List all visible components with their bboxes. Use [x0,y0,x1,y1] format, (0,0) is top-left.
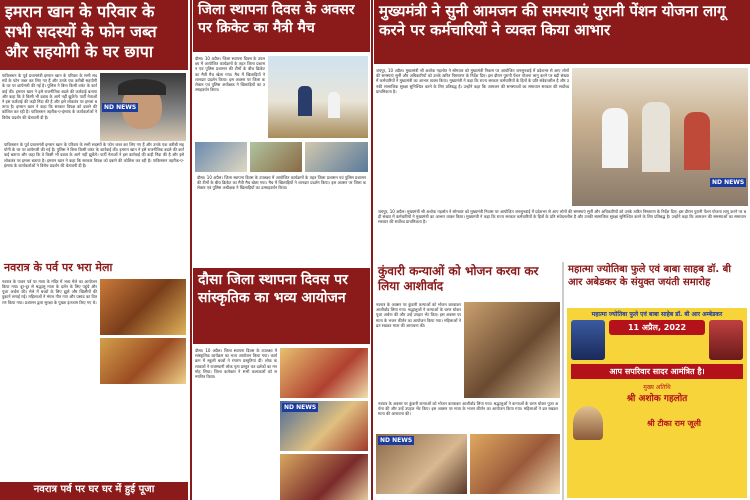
cm-hearing-article: जयपुर, 10 अप्रैल। मुख्यमंत्री श्री अशोक गहलोत ने सोमवार को मुख्यमंत्री निवास पर आयोजित जनसुनवाई में प्रदेशभर से आए लोगों की समस्याएं सुनीं और अधिकारियों को उनके त्वरित निस्तारण के निर्देश दिए। इस दौरान पुरानी पेंशन योजना लागू करने पर बड़ी संख्या में कर्मचारियों ने मुख्यमंत्री का आभार व्यक्त किया। मुख्यमंत्री ने कहा कि राज्य सरकार कर्मचारियों के हितों के प्रति संवेदनशील है और उनकी सामाजिक सुरक्षा सुनिश्चित करने के लिए प्रतिबद्ध है। उन्होंने कहा कि आमजन की समस्याओं का समाधान सरकार की सर्वोच्च प्राथमिकता है। [376,68,569,94]
jayanti-section [564,262,750,500]
cultural-photo-3 [280,454,368,500]
person-shape [642,102,670,172]
person-shape [602,108,628,168]
cm-hearing-photo [572,68,748,206]
kanya-bhoj-photo-2 [376,434,467,494]
player-shape [298,86,312,116]
person-shape [684,112,710,170]
column-middle [193,0,370,500]
ambedkar-portrait [571,320,605,360]
cricket-match-article: दौसा। 10 अप्रैल। जिला स्थापना दिवस के उपलक्ष्य में आयोजित कार्यक्रमों के तहत जिला प्रशासन एवं पुलिस प्रशासन की टीमों के बीच क्रिकेट का मैत्री मैच खेला गया। मैच में खिलाड़ियों ने शानदार प्रदर्शन किया। इस अवसर पर जिला कलेक्टर एवं पुलिस अधीक्षक ने खिलाड़ियों का उत्साहवर्धन किया। [195,56,265,93]
mela-photo-2 [100,338,186,384]
imran-khan-photo [100,73,186,141]
poster-title: महात्मा ज्योतिबा फुले एवं बाबा साहेब डॉ. बी आर अम्बेडकर [591,311,723,318]
nd-news-badge: ND NEWS [104,104,137,111]
navratri-mela-article: नवरात्र के पावन पर्व पर माता के मंदिर में भव्य मेले का आयोजन किया गया। दूर-दूर से श्रद्धालु माता के दर्शन के लिए पहुंचे और पूजा अर्चना की। मेले में बच्चों के लिए झूले और खिलौनों की दुकानें लगाई गईं। महिलाओं ने मंगल गीत गाए और प्रसाद का वितरण किया गया। प्रशासन द्वारा सुरक्षा के पुख्ता इंतजाम किए गए थे। [2,278,97,305]
cricket-photo-1 [268,56,368,138]
navratri-puja-headline: नवरात्र पर्व पर घर घर में हुई पूजा [0,482,188,500]
cultural-photo-2 [280,401,368,451]
column-left [0,0,188,500]
phule-portrait [709,320,743,360]
poster-date: 11 अप्रैल, 2022 [609,320,705,335]
cricket-photo-2 [195,142,247,172]
imran-khan-article-body: पाकिस्तान के पूर्व प्रधानमंत्री इमरान खान के परिवार के सभी सदस्यों के फोन जब्त कर लिए गए हैं और उनके एक करीबी सहयोगी के घर पर छापेमारी की गई है। पुलिस ने बिना किसी वारंट के कार्रवाई की। इमरान खान ने इसे राजनीतिक बदले की कार्रवाई बताया और कहा कि वे किसी भी दबाव के आगे नहीं झुकेंगे। पार्टी नेताओं ने इस कार्रवाई की कड़ी निंदा की है और इसे लोकतंत्र पर हमला बताया है। इमरान खान ने कहा कि सरकार विपक्ष को दबाने की कोशिश कर रही है। पाकिस्तान तहरीक-ए-इंसाफ के कार्यकर्ताओं ने विरोध प्रदर्शन की चेतावनी दी है। [4,142,184,168]
guest-portrait [573,406,603,440]
player-shape [328,92,340,118]
poster-name-2: श्री टीका राम जूली [647,418,701,428]
mela-photo-1 [100,279,186,335]
imran-khan-headline: इमरान खान के परिवार के सभी सदस्यों के फोन जब्त और सहयोगी के घर छापा [0,0,188,70]
kanya-bhoj-headline: कुंवारी कन्याओं को भोजन करवा कर लिया आशीर्वाद [378,264,539,293]
hair-shape [118,79,166,95]
column-right [374,0,750,500]
cm-hearing-headline: मुख्यमंत्री ने सुनी आमजन की समस्याएं पुरानी पेंशन योजना लागू करने पर कर्मचारियों ने व्यक्त किया आभार [374,0,750,64]
cricket-photo-4 [305,142,368,172]
cricket-match-article-more: दौसा। 10 अप्रैल। जिला स्थापना दिवस के उपलक्ष्य में आयोजित कार्यक्रमों के तहत जिला प्रशासन एवं पुलिस प्रशासन की टीमों के बीच क्रिकेट का मैत्री मैच खेला गया। मैच में खिलाड़ियों ने शानदार प्रदर्शन किया। इस अवसर पर जिला कलेक्टर एवं पुलिस अधीक्षक ने खिलाड़ियों का उत्साहवर्धन किया। [197,175,366,191]
cultural-photo-1 [280,348,368,398]
cultural-program-headline: दौसा जिला स्थापना दिवस पर सांस्कृतिक का भव्य आयोजन [193,268,370,344]
kanya-bhoj-section [374,262,562,500]
cm-hearing-article-more: जयपुर, 10 अप्रैल। मुख्यमंत्री श्री अशोक गहलोत ने सोमवार को मुख्यमंत्री निवास पर आयोजित जनसुनवाई में प्रदेशभर से आए लोगों की समस्याएं सुनीं और अधिकारियों को उनके त्वरित निस्तारण के निर्देश दिए। इस दौरान पुरानी पेंशन योजना लागू करने पर बड़ी संख्या में कर्मचारियों ने मुख्यमंत्री का आभार व्यक्त किया। मुख्यमंत्री ने कहा कि राज्य सरकार कर्मचारियों के हितों के प्रति संवेदनशील है और उनकी सामाजिक सुरक्षा सुनिश्चित करने के लिए प्रतिबद्ध है। उन्होंने कहा कि आमजन की समस्याओं का समाधान सरकार की सर्वोच्च प्राथमिकता है। [378,209,746,225]
navratri-mela-headline: नवरात्र के पर्व पर भरा मेला [4,261,113,274]
column-divider [190,0,192,500]
poster-welcome: आप सपरिवार सादर आमंत्रित है। [571,364,743,379]
kanya-bhoj-article: नवरात्र के अवसर पर कुंवारी कन्याओं को भोजन करवाकर आशीर्वाद लिया गया। श्रद्धालुओं ने कन्याओं के चरण धोकर पूजा अर्चना की और उन्हें उपहार भेंट किए। इस अवसर पर माता के भजन कीर्तन का आयोजन किया गया। महिलाओं ने व्रत रखकर माता की आराधना की। [376,302,461,328]
poster-name-1: श्री अशोक गहलोत [626,394,688,404]
nd-news-badge: ND NEWS [712,179,745,186]
column-divider [371,0,373,500]
poster-chief-guest-label: मुख्य अतिथि [643,384,671,391]
nd-news-badge: ND NEWS [380,437,413,444]
cultural-program-article: दौसा। 10 अप्रैल। जिला स्थापना दिवस के उपलक्ष्य में सांस्कृतिक कार्यक्रम का भव्य आयोजन किया गया। कार्यक्रम में स्कूली बच्चों ने रंगारंग प्रस्तुतियां दीं। लोक कलाकारों ने राजस्थानी लोक नृत्य प्रस्तुत कर दर्शकों का मन मोह लिया। जिला कलेक्टर ने सभी कलाकारों को सम्मानित किया। [195,348,277,380]
kanya-bhoj-photo-3 [470,434,561,494]
jayanti-headline: महात्मा ज्योतिबा फुले एवं बाबा साहब डॉ. बी आर अबेडकर के संयुक्त जयंती समारोह [568,264,731,288]
nd-news-badge: ND NEWS [284,404,317,411]
jayanti-poster [567,308,747,498]
cricket-photo-3 [250,142,302,172]
kanya-bhoj-photo-1 [464,302,560,398]
cricket-match-headline: जिला स्थापना दिवस के अवसर पर क्रिकेट का मैत्री मैच [193,0,370,52]
kanya-bhoj-article-more: नवरात्र के अवसर पर कुंवारी कन्याओं को भोजन करवाकर आशीर्वाद लिया गया। श्रद्धालुओं ने कन्याओं के चरण धोकर पूजा अर्चना की और उन्हें उपहार भेंट किए। इस अवसर पर माता के भजन कीर्तन का आयोजन किया गया। महिलाओं ने व्रत रखकर माता की आराधना की। [378,401,558,417]
imran-khan-article-intro: पाकिस्तान के पूर्व प्रधानमंत्री इमरान खान के परिवार के सभी सदस्यों के फोन जब्त कर लिए गए हैं और उनके एक करीबी सहयोगी के घर पर छापेमारी की गई है। पुलिस ने बिना किसी वारंट के कार्रवाई की। इमरान खान ने इसे राजनीतिक बदले की कार्रवाई बताया और कहा कि वे किसी भी दबाव के आगे नहीं झुकेंगे। पार्टी नेताओं ने इस कार्रवाई की कड़ी निंदा की है और इसे लोकतंत्र पर हमला बताया है। इमरान खान ने कहा कि सरकार विपक्ष को दबाने की कोशिश कर रही है। पाकिस्तान तहरीक-ए-इंसाफ के कार्यकर्ताओं ने विरोध प्रदर्शन की चेतावनी दी है। [2,73,97,120]
